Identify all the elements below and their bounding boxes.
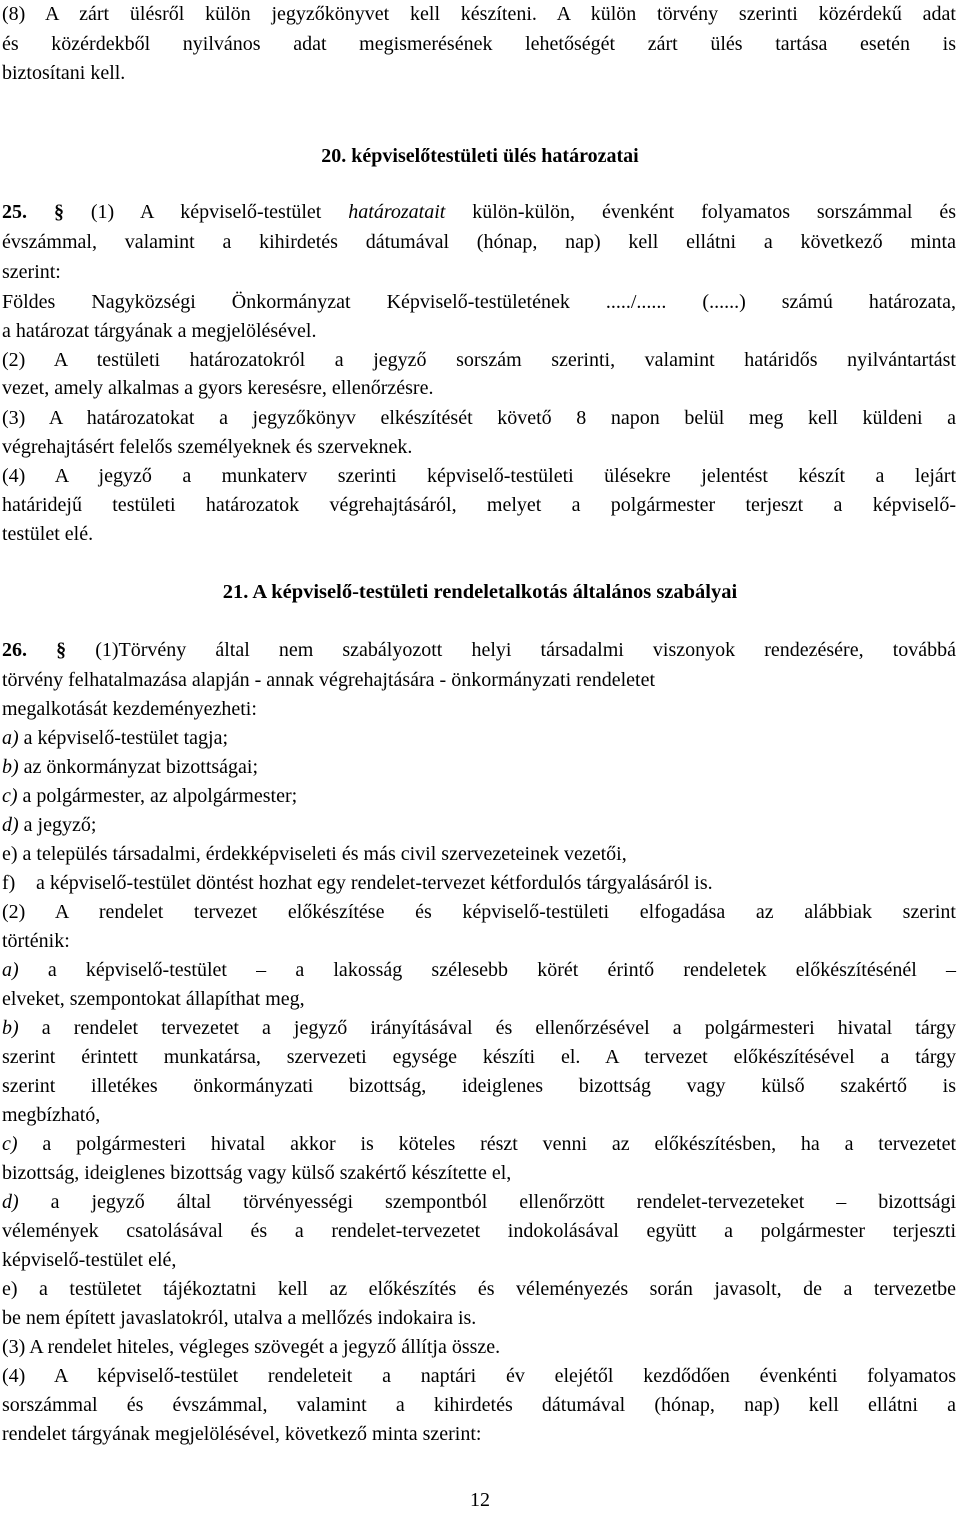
list-item: [2, 811, 956, 840]
text-line: bizottság, ideiglenes bizottság vagy külső szakértő készítette el,: [2, 1162, 512, 1184]
text-line: szerint:: [2, 261, 61, 283]
list-item-text: a képviselő-testület döntést hozhat egy rendelet-tervezet kétfordulós tárgyalásáról is.: [36, 872, 713, 894]
section-number: 25.: [2, 201, 27, 223]
list-item-text: a képviselő-testület tagja;: [23, 727, 229, 749]
list-item: [2, 869, 956, 898]
text-line: képviselő-testület elé,: [2, 1249, 177, 1271]
list-marker: b): [2, 756, 19, 778]
text-line: szerint érintett munkatársa, szervezeti egysége készíti el. A tervezet előkészítésével a tárgy: [2, 1046, 956, 1068]
list-marker: a): [2, 727, 19, 749]
list-item: [2, 782, 956, 811]
list-marker: d): [2, 814, 19, 836]
text-line: Földes Nagyközségi Önkormányzat Képviselő-testületének ...../...... (......) számú határozata,: [2, 291, 956, 313]
text-line: megalkotását kezdeményezheti:: [2, 698, 257, 720]
list-marker: e): [2, 1278, 18, 1300]
list-marker: b): [2, 1017, 19, 1039]
text-line: évszámmal, valamint a kihirdetés dátumával (hónap, nap) kell ellátni a következő minta: [2, 231, 956, 253]
text-line: (2) A rendelet tervezet előkészítése és képviselő-testületi elfogadása az alábbiak szerint: [2, 901, 956, 923]
section-heading-20: 20. képviselőtestületi ülés határozatai: [321, 145, 639, 167]
paragraph-25-1: [2, 198, 956, 227]
text-fragment: (1) A képviselő-testület: [90, 201, 349, 223]
text-line: szerint illetékes önkormányzati bizottság, ideiglenes bizottság vagy külső szakértő is: [2, 1075, 956, 1097]
section-symbol: §: [53, 201, 64, 223]
list-item-text: a képviselő-testület – a lakosság szélesebb körét érintő rendeletek előkészítésénél –: [47, 959, 957, 981]
list-marker: c): [2, 1133, 18, 1155]
list-marker: d): [2, 1191, 19, 1213]
text-line: (4) A képviselő-testület rendeleteit a naptári év elejétől kezdődően évenkénti folyamatos: [2, 1365, 956, 1387]
list-item-text: a polgármesteri hivatal akkor is köteles részt venni az előkészítésben, ha a tervezetet: [42, 1133, 957, 1155]
list-item: [2, 1188, 956, 1217]
text-line: biztosítani kell.: [2, 62, 126, 84]
list-item: [2, 956, 956, 985]
section-heading-21: 21. A képviselő-testületi rendeletalkotás általános szabályai: [222, 581, 738, 603]
text-line: határidejű testületi határozatok végrehajtásáról, melyet a polgármester terjeszt a képviselő-: [2, 494, 956, 516]
text-line: (8) A zárt ülésről külön jegyzőkönyvet kell készíteni. A külön törvény szerinti közérdekű adat: [2, 3, 956, 25]
text-line: megbízható,: [2, 1104, 101, 1126]
list-item-text: a polgármester, az alpolgármester;: [22, 785, 298, 807]
page-number: 12: [470, 1489, 490, 1511]
list-item: [2, 1014, 956, 1043]
text-line: testület elé.: [2, 523, 94, 545]
list-item-text: a testületet tájékoztatni kell az előkészítés és véleményezés során javasolt, de a tervezetbe: [39, 1278, 956, 1300]
text-fragment: külön-külön, évenként folyamatos sorszámmal és: [445, 201, 957, 223]
text-line: (3) A rendelet hiteles, végleges szövegét a jegyző állítja össze.: [2, 1336, 501, 1358]
text-line: történik:: [2, 930, 70, 952]
section-number: 26.: [2, 639, 27, 661]
list-marker: a): [2, 959, 19, 981]
list-item-text: a rendelet tervezetet a jegyző irányításával és ellenőrzésével a polgármesteri hivatal tárgy: [41, 1017, 956, 1039]
list-item: [2, 1275, 956, 1304]
list-item: [2, 724, 956, 753]
text-line: be nem épített javaslatokról, utalva a mellőzés indokaira is.: [2, 1307, 477, 1329]
section-symbol: §: [56, 639, 67, 661]
list-item: [2, 753, 956, 782]
text-line: (4) A jegyző a munkaterv szerinti képviselő-testületi ülésekre jelentést készít a lejárt: [2, 465, 956, 487]
text-line: törvény felhatalmazása alapján - annak végrehajtására - önkormányzati rendeletet: [2, 669, 655, 691]
list-marker: e): [2, 843, 18, 865]
text-fragment: (1)Törvény által nem szabályozott helyi társadalmi viszonyok rendezésére, továbbá: [95, 639, 957, 661]
paragraph-26-1: [2, 636, 956, 665]
text-line: és közérdekből nyilvános adat megismerésének lehetőségét zárt ülés tartása esetén is: [2, 33, 956, 55]
emphasis: határozatait: [348, 201, 446, 223]
list-item: [2, 840, 956, 869]
text-line: sorszámmal és évszámmal, valamint a kihirdetés dátumával (hónap, nap) kell ellátni a: [2, 1394, 956, 1416]
text-line: rendelet tárgyának megjelölésével, következő minta szerint:: [2, 1423, 482, 1445]
list-marker: c): [2, 785, 18, 807]
list-item: [2, 1130, 956, 1159]
list-item-text: a jegyző;: [23, 814, 97, 836]
text-line: a határozat tárgyának a megjelölésével.: [2, 320, 317, 342]
text-line: végrehajtásért felelős személyeknek és szerveknek.: [2, 436, 413, 458]
text-line: (2) A testületi határozatokról a jegyző sorszám szerinti, valamint határidős nyilvántartást: [2, 349, 956, 371]
text-line: vélemények csatolásával és a rendelet-tervezetet indokolásával együtt a polgármester terjeszti: [2, 1220, 956, 1242]
list-item-text: az önkormányzat bizottságai;: [23, 756, 259, 778]
list-marker: f): [2, 872, 16, 894]
text-line: vezet, amely alkalmas a gyors keresésre, ellenőrzésre.: [2, 377, 434, 399]
text-line: (3) A határozatokat a jegyzőkönyv elkészítését követő 8 napon belül meg kell küldeni a: [2, 407, 956, 429]
text-line: elveket, szempontokat állapíthat meg,: [2, 988, 305, 1010]
list-item-text: a jegyző által törvényességi szempontból ellenőrzött rendelet-tervezeteket – bizottsági: [50, 1191, 957, 1213]
list-item-text: a település társadalmi, érdekképviseleti és más civil szervezeteinek vezetői,: [22, 843, 627, 865]
